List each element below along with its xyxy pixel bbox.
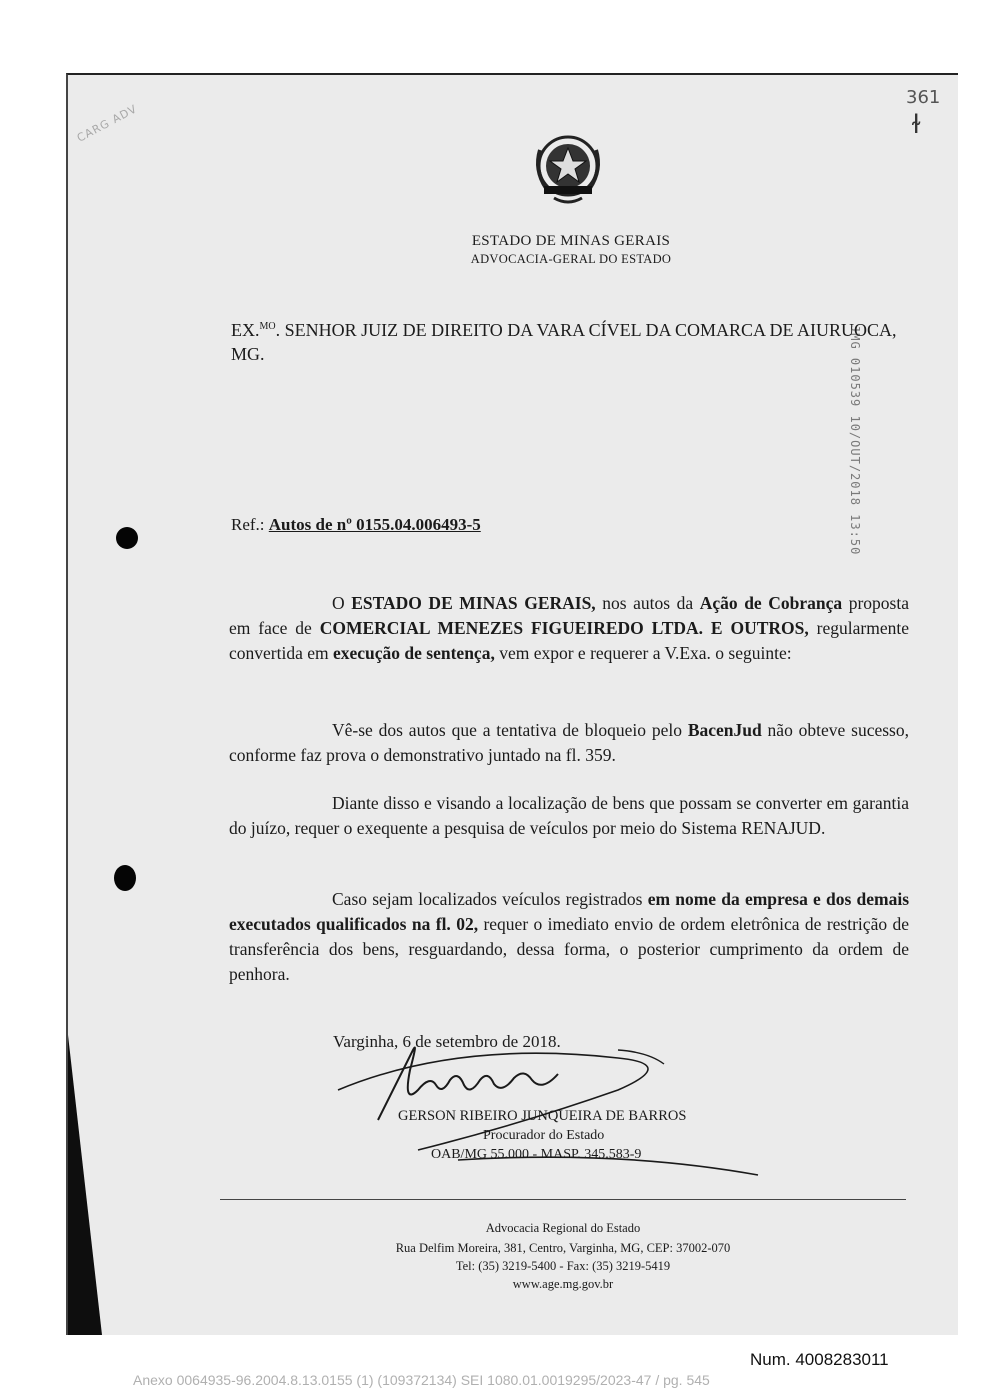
- text: Caso sejam localizados veículos registrados: [332, 889, 648, 909]
- bold-text: execução de sentença,: [332, 643, 495, 663]
- handwritten-page-number: 361: [906, 87, 941, 108]
- text: regularmente convertida em: [229, 618, 909, 663]
- text: Vê-se dos autos que a tentativa de bloqueio pelo: [332, 720, 688, 740]
- protocol-stamp: JMG 010539 10/OUT/2018 13:50: [848, 325, 862, 556]
- punch-hole: [114, 865, 136, 891]
- signer-name: GERSON RIBEIRO JUNQUEIRA DE BARROS: [398, 1108, 687, 1124]
- punch-hole: [116, 527, 138, 549]
- footer-address: Rua Delfim Moreira, 381, Centro, Varginha, MG, CEP: 37002-070: [395, 1241, 731, 1255]
- annex-reference: Anexo 0064935-96.2004.8.13.0155 (1) (109372134) SEI 1080.01.0019295/2023-47 / pg. 545: [133, 1372, 710, 1388]
- handwritten-mark: ɫ: [911, 110, 922, 140]
- addressee: [231, 315, 911, 366]
- footer-phones: Tel: (35) 3219-5400 - Fax: (35) 3219-5419: [455, 1259, 671, 1273]
- corner-note: CARG ADV: [74, 102, 140, 145]
- state-name: ESTADO DE MINAS GERAIS: [471, 233, 671, 249]
- bold-text: BacenJud: [687, 720, 762, 740]
- footer-office: Advocacia Regional do Estado: [485, 1221, 641, 1235]
- text: Diante disso e visando a localização de bens que possam se converter em garantia do juízo, requer o exequente a pesquisa de veículos por meio do Sistema RENAJUD.: [229, 793, 909, 838]
- scanned-page: [66, 73, 958, 1335]
- footer-website: www.age.mg.gov.br: [512, 1277, 614, 1291]
- text: O: [332, 593, 352, 613]
- case-number: Autos de nº 0155.04.006493-5: [268, 515, 481, 534]
- text: proposta em face de: [229, 593, 909, 638]
- signature-date: Varginha, 6 de setembro de 2018.: [333, 1032, 561, 1051]
- agency-name: ADVOCACIA-GERAL DO ESTADO: [470, 252, 672, 266]
- addressee-prefix: EX.: [231, 320, 260, 340]
- text: não obteve sucesso, conforme faz prova o demonstrativo juntado na fl. 359.: [229, 720, 909, 765]
- ref-label: Ref.:: [231, 515, 269, 534]
- case-reference: [231, 515, 481, 535]
- paragraph-4: [229, 887, 909, 987]
- state-seal-icon: [528, 130, 608, 210]
- text: requer o imediato envio de ordem eletrônica de restrição de transferência dos bens, resguardando, dessa forma, o posterior cumprimento da ordem de penhora.: [229, 914, 909, 984]
- bold-text: ESTADO DE MINAS GERAIS,: [351, 593, 596, 613]
- paragraph-3: [229, 791, 909, 841]
- signer-registration: OAB/MG 55.000 - MASP. 345.583-9: [431, 1147, 642, 1162]
- bold-text: em nome da empresa e dos demais executados qualificados na fl. 02,: [229, 889, 910, 934]
- text: vem expor e requerer a V.Exa. o seguinte:: [494, 643, 792, 663]
- addressee-text: . SENHOR JUIZ DE DIREITO DA VARA CÍVEL DA COMARCA DE AIURUOCA, MG.: [231, 320, 897, 364]
- bold-text: Ação de Cobrança: [699, 593, 843, 613]
- footer-divider: [220, 1199, 906, 1200]
- signer-role: Procurador do Estado: [483, 1128, 605, 1143]
- text: nos autos da: [595, 593, 700, 613]
- paragraph-1: [229, 591, 909, 666]
- paragraph-2: [229, 718, 909, 768]
- document-number: Num. 4008283011: [750, 1350, 889, 1369]
- bold-text: COMERCIAL MENEZES FIGUEIREDO LTDA. E OUTROS,: [319, 618, 809, 638]
- addressee-superscript: MO: [259, 321, 276, 332]
